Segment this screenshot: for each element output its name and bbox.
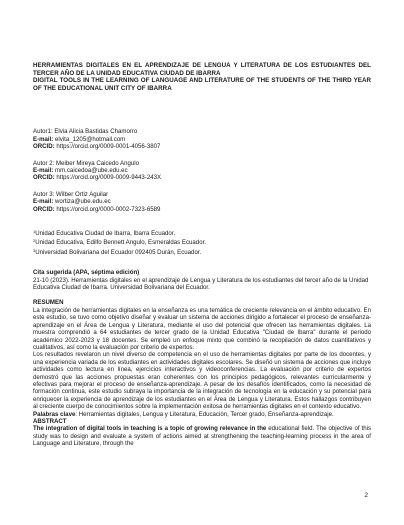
affiliation-mark: 3 xyxy=(33,247,36,253)
resumen-body xyxy=(33,307,371,411)
author-email-row xyxy=(33,167,371,174)
affiliation-item xyxy=(33,228,371,237)
orcid-label: ORCID: xyxy=(33,143,55,151)
affiliation-text: Unidad Educativa, Edilfo Bennett Angulo, Esmeraldas Ecuador. xyxy=(35,239,206,247)
author-orcid-row xyxy=(33,174,371,181)
email-label: E-mail: xyxy=(33,135,54,143)
resumen-heading: RESUMEN xyxy=(33,299,64,307)
page-number: 2 xyxy=(364,492,368,499)
affiliation-item xyxy=(33,247,371,256)
author-email-row xyxy=(33,136,371,143)
author-email[interactable]: mm.caicedoa@ube.edu.ec xyxy=(55,167,128,174)
author-name: Autor 2: Meiber Mireya Caicedo Angulo xyxy=(33,159,140,167)
citation-text: 21-10 (2023). Herramientas digitales en el aprendizaje de Lengua y Literatura de los estudiantes del tercer año de la Unidad Educativa Ciudad de Ibarra. Universidad Bolivariana del Ecuador. xyxy=(33,276,369,292)
resumen-paragraph: Los resultados revelaron un nivel diverso de competencia en el uso de herramientas digitales por parte de los docentes, y una experiencia variada de los estudiantes en actividades digitales escolares. Se diseñó un sistema de acciones que incluye actividades como lectura en línea, ejercicios interactivos y videoconferencias. La evaluación por criterio de expertos demostró que las acciones propuestas eran coherentes con los principios pedagógicos, relevantes curricularmente y efectivas para mejorar el proceso de enseñanza-aprendizaje. A pesar de los desafíos identificados, como la necesidad de formación continua, este estudio subraya la importancia de la integración de tecnología en la educación y su potencial para enriquecer la experiencia de aprendizaje de los estudiantes en el Área de Lengua y Literatura. Estos hallazgos contribuyen al creciente cuerpo de conocimientos sobre la implementación exitosa de herramientas digitales en el contexto educativo. xyxy=(33,351,371,411)
author-email[interactable]: wortiza@ube.edu.ec xyxy=(55,198,111,206)
article-title xyxy=(33,62,371,92)
affiliation-list xyxy=(33,228,371,256)
email-label: E-mail: xyxy=(33,167,54,174)
author-block xyxy=(33,191,371,213)
orcid-label: ORCID: xyxy=(33,174,55,182)
orcid-label: ORCID: xyxy=(33,205,55,213)
abstract-body xyxy=(33,425,371,447)
email-label: E-mail: xyxy=(33,198,54,206)
affiliation-mark: 1 xyxy=(33,229,36,235)
title-spanish: HERRAMIENTAS DIGITALES EN EL APRENDIZAJE DE LENGUA Y LITERATURA DE LOS ESTUDIANTES DEL TERCER AÑO DE LA UNIDAD EDUCATIVA CIUDAD DE IBARRA xyxy=(33,62,371,77)
affiliation-text: Unidad Educativa Ciudad de Ibarra, Ibarra Ecuador. xyxy=(35,230,176,238)
citation-heading: Cita sugerida (APA, séptima edición) xyxy=(33,269,140,277)
abstract-lead: The integration of digital tools in teaching is a topic of growing relevance in the xyxy=(33,425,267,433)
affiliation-item xyxy=(33,237,371,246)
author-orcid-link[interactable]: https://orcid.org/0009-0001-4056-3807 xyxy=(56,143,161,151)
author-orcid-row xyxy=(33,206,371,213)
keywords-text: : Herramientas digitales, Lengua y Literatura, Educación, Tercer grado, Enseñanza-aprendizaje. xyxy=(75,410,334,418)
author-orcid-link[interactable]: https://orcid.org/0000-0002-7323-6589 xyxy=(56,205,161,213)
author-orcid-link[interactable]: https://orcid.org/0009-0009-9443-243X xyxy=(56,174,162,182)
resumen-paragraph: La integración de herramientas digitales en la enseñanza es una temática de creciente relevancia en el ámbito educativo. En este estudio, se tuvo como objetivo diseñar y evaluar un sistema de acciones dirigido a fortalecer el proceso de enseñanza-aprendizaje en el Área de Lengua y Literatura, mediante el uso del potencial que ofrecen las herramientas digitales. La muestra comprendió a 64 estudiantes de tercer grado de la Unidad Educativa "Ciudad de Ibarra" durante el periodo académico 2022-2023 y 18 docentes. Se empleó un enfoque mixto que combinó la recopilación de datos cuantitativos y cualitativos, así como la evaluación por criterio de expertos. xyxy=(33,306,371,351)
author-email-row xyxy=(33,198,371,205)
affiliation-text: Universidad Bolivariana del Ecuador 092405 Durán, Ecuador. xyxy=(35,248,202,256)
affiliation-mark: 2 xyxy=(33,238,36,244)
abstract-text: educational field. The objective of this study was to design and evaluate a system of actions aimed at strengthening the teaching-learning process in the area of Language and Literature, through the xyxy=(33,425,372,448)
title-english: DIGITAL TOOLS IN THE LEARNING OF LANGUAGE AND LITERATURE OF THE STUDENTS OF THE THIRD YEAR OF THE EDUCATIONAL UNIT CITY OF IBARRA xyxy=(33,77,371,92)
author-name: Autor 3: Wilber Ortiz Aguilar xyxy=(33,190,109,198)
author-email[interactable]: elvita_1205@hotmail.com xyxy=(55,135,126,143)
keywords-line xyxy=(33,411,371,418)
author-name: Autor1: Elvia Alicia Bastidas Chamorro xyxy=(33,128,138,136)
author-block xyxy=(33,160,371,182)
abstract-heading: ABSTRACT xyxy=(33,417,67,425)
author-list xyxy=(33,128,371,213)
keywords-label: Palabras clave xyxy=(33,410,76,418)
author-block xyxy=(33,128,371,150)
article-page xyxy=(33,62,371,448)
author-orcid-row xyxy=(33,143,371,150)
